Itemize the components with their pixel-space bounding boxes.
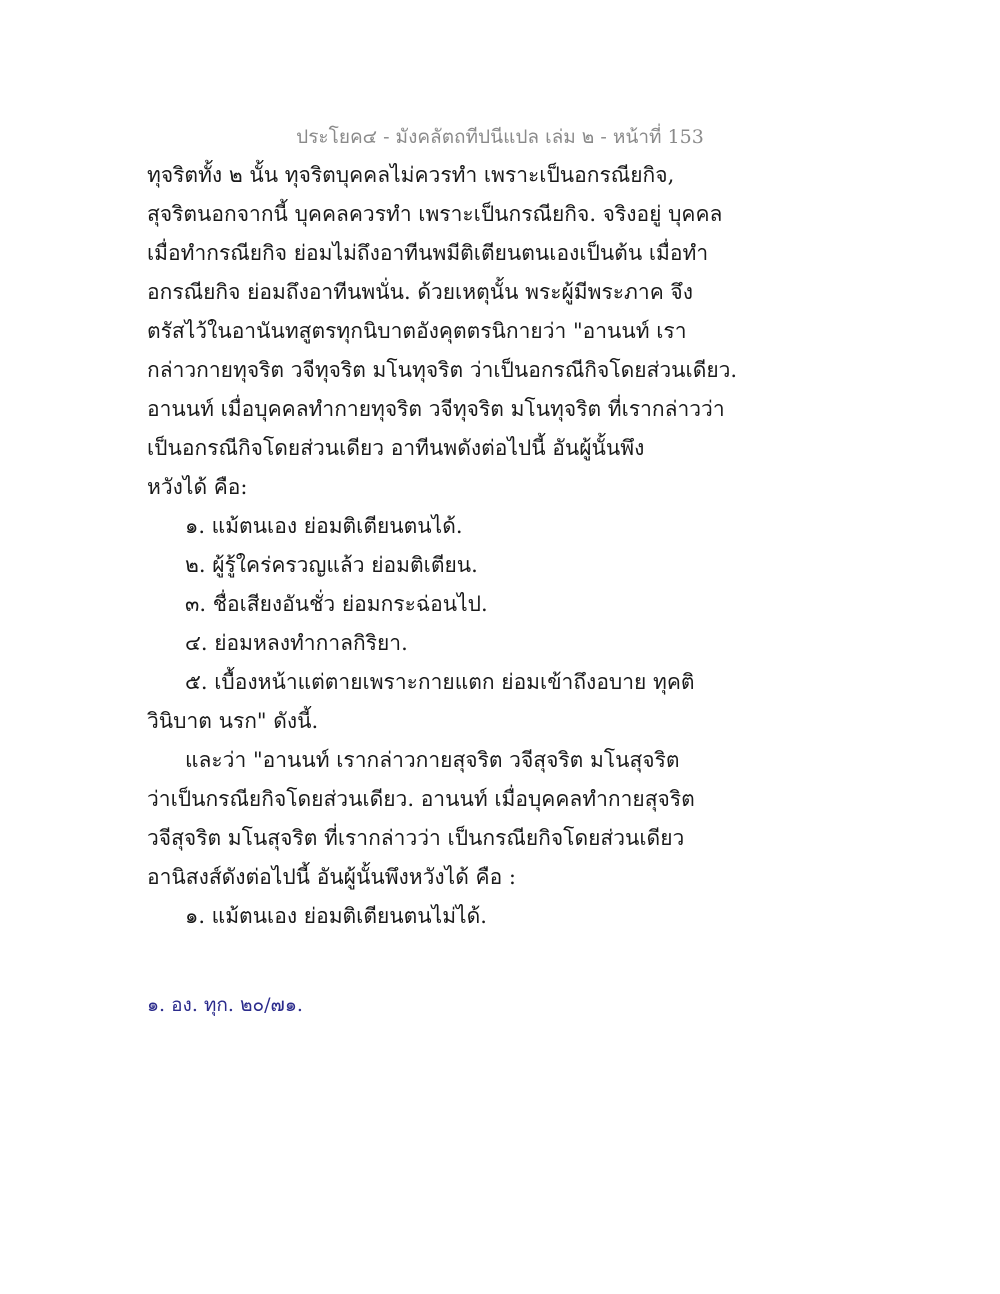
text-line: อานิสงส์ดังต่อไปนี้ อันผู้นั้นพึงหวังได้ คือ : <box>147 865 516 889</box>
text-line: สุจริตนอกจากนี้ บุคคลควรทำ เพราะเป็นกรณียกิจ. จริงอยู่ บุคคล <box>147 202 723 226</box>
text-line: อานนท์ เมื่อบุคคลทำกายทุจริต วจีทุจริต มโนทุจริต ที่เรากล่าวว่า <box>147 397 725 421</box>
body-text <box>147 156 738 936</box>
text-line: กล่าวกายทุจริต วจีทุจริต มโนทุจริต ว่าเป็นอกรณีกิจโดยส่วนเดียว. <box>147 358 738 382</box>
page-header: ประโยค๔ - มังคลัตถทีปนีแปล เล่ม ๒ - หน้าที่ 153 <box>296 126 704 148</box>
text-line: ว่าเป็นกรณียกิจโดยส่วนเดียว. อานนท์ เมื่อบุคคลทำกายสุจริต <box>147 787 695 811</box>
text-line: หวังได้ คือ: <box>147 475 248 499</box>
list-item-continuation: วินิบาต นรก" ดังนี้. <box>147 709 319 733</box>
text-line: วจีสุจริต มโนสุจริต ที่เรากล่าวว่า เป็นกรณียกิจโดยส่วนเดียว <box>147 826 685 850</box>
list-item: ๕. เบื้องหน้าแต่ตายเพราะกายแตก ย่อมเข้าถึงอบาย ทุคติ <box>185 670 695 694</box>
list-item: ๑. แม้ตนเอง ย่อมติเตียนตนได้. <box>185 514 463 538</box>
text-line: ตรัสไว้ในอานันทสูตรทุกนิบาตอังคุตตรนิกายว่า "อานนท์ เรา <box>147 319 687 343</box>
list-item: ๓. ชื่อเสียงอันชั่ว ย่อมกระฉ่อนไป. <box>185 592 488 616</box>
list-item: ๑. แม้ตนเอง ย่อมติเตียนตนไม่ได้. <box>185 904 487 928</box>
footnote: ๑. อง. ทุก. ๒๐/๗๑. <box>147 994 303 1016</box>
text-line: ทุจริตทั้ง ๒ นั้น ทุจริตบุคคลไม่ควรทำ เพราะเป็นอกรณียกิจ, <box>147 163 675 187</box>
list-item: ๒. ผู้รู้ใคร่ครวญแล้ว ย่อมติเตียน. <box>185 553 478 577</box>
list-item: ๔. ย่อมหลงทำกาลกิริยา. <box>185 631 408 655</box>
text-line: เป็นอกรณีกิจโดยส่วนเดียว อาทีนพดังต่อไปนี้ อันผู้นั้นพึง <box>147 436 645 460</box>
text-line: อกรณียกิจ ย่อมถึงอาทีนพนั่น. ด้วยเหตุนั้น พระผู้มีพระภาค จึง <box>147 280 693 304</box>
text-line: เมื่อทำกรณียกิจ ย่อมไม่ถึงอาทีนพมีติเตียนตนเองเป็นต้น เมื่อทำ <box>147 241 709 265</box>
paragraph-first-line: และว่า "อานนท์ เรากล่าวกายสุจริต วจีสุจริต มโนสุจริต <box>185 748 680 772</box>
